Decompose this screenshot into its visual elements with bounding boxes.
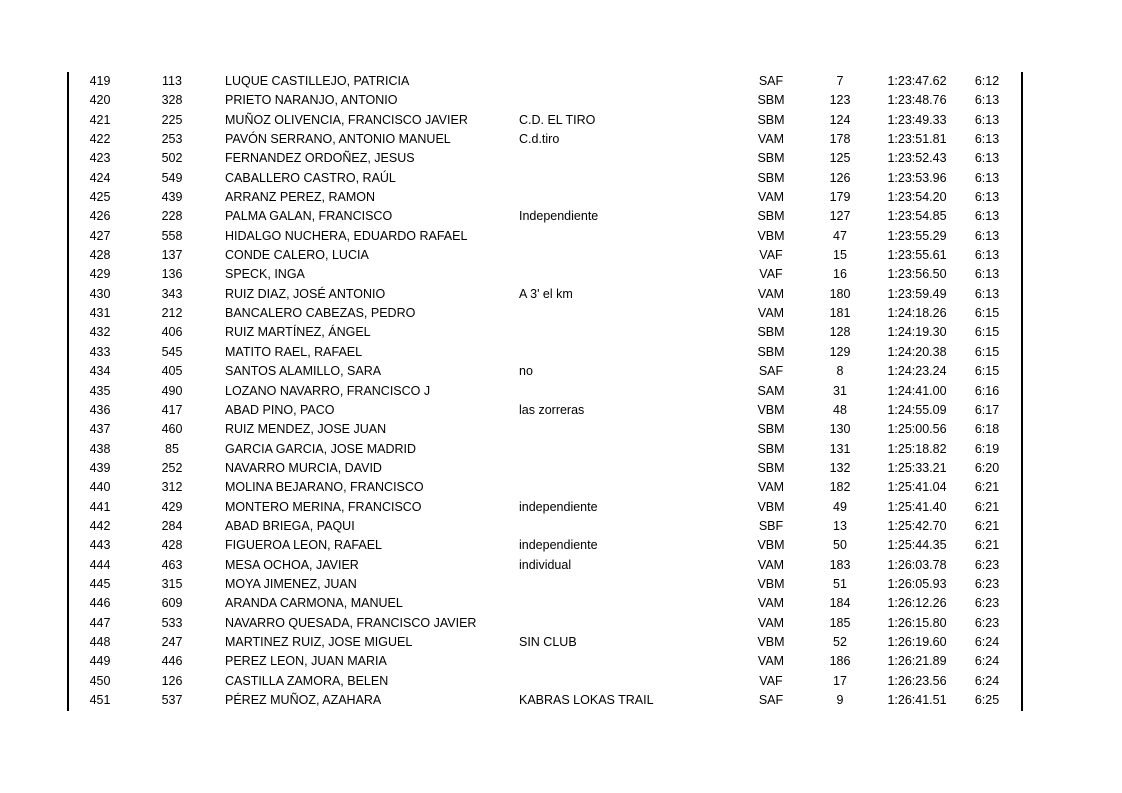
table-row <box>69 652 1021 671</box>
finish-time: 1:25:18.82 <box>887 441 947 456</box>
finish-time: 1:25:41.04 <box>887 480 947 495</box>
overall-position: 435 <box>89 383 111 398</box>
finish-time: 1:24:23.24 <box>887 364 947 379</box>
table-row <box>69 304 1021 323</box>
runner-name: PALMA GALAN, FRANCISCO <box>225 209 393 224</box>
pace: 6:21 <box>974 518 1000 533</box>
overall-position: 430 <box>89 286 111 301</box>
category: SBM <box>757 460 785 475</box>
pace: 6:13 <box>974 228 1000 243</box>
overall-position: 447 <box>89 615 111 630</box>
category: SAF <box>758 693 784 707</box>
category-position: 47 <box>833 228 847 243</box>
pace: 6:23 <box>974 576 1000 591</box>
category: VAM <box>757 286 785 301</box>
pace: 6:21 <box>974 499 1000 514</box>
runner-name: LUQUE CASTILLEJO, PATRICIA <box>225 74 410 88</box>
table-row <box>69 575 1021 594</box>
pace: 6:13 <box>974 190 1000 205</box>
category-position: 178 <box>829 132 851 147</box>
bib-number: 252 <box>161 460 183 475</box>
table-row <box>69 556 1021 575</box>
bib-number: 343 <box>161 286 183 301</box>
overall-position: 448 <box>89 634 111 649</box>
table-row <box>69 614 1021 633</box>
overall-position: 445 <box>89 576 111 591</box>
runner-name: MATITO RAEL, RAFAEL <box>225 344 363 359</box>
category-position: 131 <box>829 441 851 456</box>
bib-number: 406 <box>161 325 183 340</box>
bib-number: 284 <box>161 518 183 533</box>
category-position: 31 <box>833 383 847 398</box>
finish-time: 1:25:33.21 <box>887 460 947 475</box>
category-position: 128 <box>829 325 851 340</box>
overall-position: 432 <box>89 325 111 340</box>
category-position: 181 <box>829 306 851 321</box>
bib-number: 225 <box>161 112 183 127</box>
finish-time: 1:26:21.89 <box>887 654 947 669</box>
category: SBM <box>757 112 785 127</box>
finish-time: 1:23:52.43 <box>887 151 947 166</box>
category-position: 16 <box>833 267 847 282</box>
club-name: individual <box>519 557 572 572</box>
pace: 6:13 <box>974 151 1000 166</box>
category-position: 13 <box>833 518 847 533</box>
overall-position: 427 <box>89 228 111 243</box>
runner-name: ARANDA CARMONA, MANUEL <box>225 596 403 611</box>
overall-position: 444 <box>89 557 111 572</box>
bib-number: 439 <box>161 190 183 205</box>
overall-position: 438 <box>89 441 111 456</box>
category: VBM <box>757 228 785 243</box>
category: SBM <box>757 151 785 166</box>
finish-time: 1:25:44.35 <box>887 538 947 553</box>
table-row <box>69 149 1021 168</box>
category: SBM <box>757 441 785 456</box>
overall-position: 442 <box>89 518 111 533</box>
overall-position: 437 <box>89 422 111 437</box>
runner-name: PEREZ LEON, JUAN MARIA <box>225 654 387 669</box>
pace: 6:25 <box>974 693 1000 707</box>
overall-position: 451 <box>89 693 111 707</box>
bib-number: 247 <box>161 634 183 649</box>
category-position: 184 <box>829 596 851 611</box>
finish-time: 1:26:03.78 <box>887 557 947 572</box>
pace: 6:21 <box>974 480 1000 495</box>
category-position: 130 <box>829 422 851 437</box>
category: VAF <box>759 248 783 263</box>
category: VBM <box>757 538 785 553</box>
table-right-border <box>1021 72 1023 711</box>
finish-time: 1:23:55.61 <box>887 248 947 263</box>
runner-name: ABAD PINO, PACO <box>225 402 335 417</box>
finish-time: 1:23:48.76 <box>887 93 947 108</box>
bib-number: 312 <box>161 480 183 495</box>
table-row <box>69 672 1021 691</box>
runner-name: PAVÓN SERRANO, ANTONIO MANUEL <box>225 132 451 147</box>
overall-position: 450 <box>89 673 111 688</box>
bib-number: 558 <box>161 228 183 243</box>
finish-time: 1:23:54.85 <box>887 209 947 224</box>
finish-time: 1:25:41.40 <box>887 499 947 514</box>
table-row <box>69 478 1021 497</box>
finish-time: 1:26:12.26 <box>887 596 947 611</box>
club-name: independiente <box>519 499 598 514</box>
category-position: 125 <box>829 151 851 166</box>
runner-name: NAVARRO MURCIA, DAVID <box>225 460 382 475</box>
table-row <box>69 169 1021 188</box>
category-position: 15 <box>833 248 847 263</box>
finish-time: 1:24:41.00 <box>887 383 947 398</box>
bib-number: 253 <box>161 132 183 147</box>
category-position: 123 <box>829 93 851 108</box>
bib-number: 315 <box>161 576 183 591</box>
runner-name: PRIETO NARANJO, ANTONIO <box>225 93 398 108</box>
club-name: A 3' el km <box>519 286 573 301</box>
pace: 6:13 <box>974 267 1000 282</box>
club-name: independiente <box>519 538 598 553</box>
bib-number: 428 <box>161 538 183 553</box>
runner-name: RUIZ MARTÍNEZ, ÁNGEL <box>225 325 371 340</box>
runner-name: FIGUEROA LEON, RAFAEL <box>225 538 382 553</box>
finish-time: 1:26:05.93 <box>887 576 947 591</box>
runner-name: RUIZ DIAZ, JOSÉ ANTONIO <box>225 286 386 301</box>
finish-time: 1:23:47.62 <box>887 74 947 88</box>
finish-time: 1:23:49.33 <box>887 112 947 127</box>
overall-position: 424 <box>89 170 111 185</box>
runner-name: SPECK, INGA <box>225 267 305 282</box>
overall-position: 428 <box>89 248 111 263</box>
category-position: 182 <box>829 480 851 495</box>
category: VBM <box>757 402 785 417</box>
bib-number: 460 <box>161 422 183 437</box>
overall-position: 449 <box>89 654 111 669</box>
finish-time: 1:24:20.38 <box>887 344 947 359</box>
category-position: 124 <box>829 112 851 127</box>
overall-position: 441 <box>89 499 111 514</box>
bib-number: 405 <box>161 364 183 379</box>
bib-number: 417 <box>161 402 183 417</box>
table-row <box>69 323 1021 342</box>
runner-name: ARRANZ PEREZ, RAMON <box>225 190 376 205</box>
table-row <box>69 633 1021 652</box>
pace: 6:13 <box>974 170 1000 185</box>
bib-number: 429 <box>161 499 183 514</box>
overall-position: 436 <box>89 402 111 417</box>
club-name: no <box>519 364 533 379</box>
category-position: 17 <box>833 673 847 688</box>
category-position: 127 <box>829 209 851 224</box>
runner-name: MONTERO MERINA, FRANCISCO <box>225 499 422 514</box>
category: SBM <box>757 422 785 437</box>
category: VAM <box>757 190 785 205</box>
results-table <box>69 72 1021 710</box>
bib-number: 502 <box>161 151 183 166</box>
table-row <box>69 227 1021 246</box>
category: SBM <box>757 170 785 185</box>
table-row <box>69 91 1021 110</box>
table-row <box>69 498 1021 517</box>
category: VAM <box>757 480 785 495</box>
finish-time: 1:25:42.70 <box>887 518 947 533</box>
category: VAF <box>759 673 783 688</box>
overall-position: 429 <box>89 267 111 282</box>
bib-number: 463 <box>161 557 183 572</box>
category: SBF <box>758 518 784 533</box>
table-row <box>69 130 1021 149</box>
runner-name: FERNANDEZ ORDOÑEZ, JESUS <box>225 151 415 166</box>
category-position: 132 <box>829 460 851 475</box>
overall-position: 439 <box>89 460 111 475</box>
club-name: las zorreras <box>519 402 585 417</box>
finish-time: 1:23:51.81 <box>887 132 947 147</box>
category: VAM <box>757 306 785 321</box>
table-row <box>69 691 1021 710</box>
club-name: C.d.tiro <box>519 132 560 147</box>
table-row <box>69 188 1021 207</box>
finish-time: 1:26:19.60 <box>887 634 947 649</box>
pace: 6:13 <box>974 112 1000 127</box>
bib-number: 136 <box>161 267 183 282</box>
finish-time: 1:23:59.49 <box>887 286 947 301</box>
finish-time: 1:26:23.56 <box>887 673 947 688</box>
category: VAF <box>759 267 783 282</box>
category: SAM <box>757 383 785 398</box>
club-name: Independiente <box>519 209 599 224</box>
club-name: SIN CLUB <box>519 634 577 649</box>
category-position: 9 <box>836 693 844 707</box>
category: VBM <box>757 499 785 514</box>
overall-position: 421 <box>89 112 111 127</box>
runner-name: CASTILLA ZAMORA, BELEN <box>225 673 389 688</box>
finish-time: 1:24:55.09 <box>887 402 947 417</box>
table-row <box>69 207 1021 226</box>
category: VAM <box>757 615 785 630</box>
category: SAF <box>758 74 784 88</box>
bib-number: 446 <box>161 654 183 669</box>
table-row <box>69 285 1021 304</box>
pace: 6:20 <box>974 460 1000 475</box>
runner-name: RUIZ MENDEZ, JOSE JUAN <box>225 422 387 437</box>
pace: 6:19 <box>974 441 1000 456</box>
category-position: 183 <box>829 557 851 572</box>
pace: 6:13 <box>974 132 1000 147</box>
table-row <box>69 440 1021 459</box>
runner-name: GARCIA GARCIA, JOSE MADRID <box>225 441 417 456</box>
category-position: 7 <box>836 74 844 88</box>
pace: 6:23 <box>974 557 1000 572</box>
overall-position: 426 <box>89 209 111 224</box>
category: VAM <box>757 596 785 611</box>
table-row <box>69 401 1021 420</box>
pace: 6:15 <box>974 325 1000 340</box>
category: VAM <box>757 132 785 147</box>
runner-name: MESA OCHOA, JAVIER <box>225 557 359 572</box>
table-row <box>69 594 1021 613</box>
category-position: 48 <box>833 402 847 417</box>
category: VBM <box>757 576 785 591</box>
pace: 6:23 <box>974 596 1000 611</box>
bib-number: 228 <box>161 209 183 224</box>
category: SBM <box>757 344 785 359</box>
bib-number: 545 <box>161 344 183 359</box>
pace: 6:24 <box>974 654 1000 669</box>
pace: 6:13 <box>974 209 1000 224</box>
category-position: 49 <box>833 499 847 514</box>
bib-number: 328 <box>161 93 183 108</box>
overall-position: 440 <box>89 480 111 495</box>
finish-time: 1:24:19.30 <box>887 325 947 340</box>
category-position: 8 <box>836 364 844 379</box>
finish-time: 1:23:55.29 <box>887 228 947 243</box>
runner-name: CABALLERO CASTRO, RAÚL <box>225 170 396 185</box>
category-position: 51 <box>833 576 847 591</box>
overall-position: 446 <box>89 596 111 611</box>
runner-name: HIDALGO NUCHERA, EDUARDO RAFAEL <box>225 228 468 243</box>
bib-number: 490 <box>161 383 183 398</box>
category-position: 129 <box>829 344 851 359</box>
finish-time: 1:23:53.96 <box>887 170 947 185</box>
bib-number: 533 <box>161 615 183 630</box>
category: VAM <box>757 557 785 572</box>
runner-name: MOLINA BEJARANO, FRANCISCO <box>225 480 424 495</box>
category-position: 180 <box>829 286 851 301</box>
overall-position: 420 <box>89 93 111 108</box>
runner-name: CONDE CALERO, LUCIA <box>225 248 369 263</box>
overall-position: 419 <box>89 74 111 88</box>
runner-name: ABAD BRIEGA, PAQUI <box>225 518 355 533</box>
finish-time: 1:24:18.26 <box>887 306 947 321</box>
runner-name: MARTINEZ RUIZ, JOSE MIGUEL <box>225 634 413 649</box>
runner-name: PÉREZ MUÑOZ, AZAHARA <box>225 693 382 707</box>
category: SAF <box>758 364 784 379</box>
overall-position: 434 <box>89 364 111 379</box>
bib-number: 609 <box>161 596 183 611</box>
table-row <box>69 72 1021 91</box>
finish-time: 1:25:00.56 <box>887 422 947 437</box>
table-row <box>69 420 1021 439</box>
pace: 6:12 <box>974 74 1000 88</box>
finish-time: 1:26:41.51 <box>887 693 947 707</box>
category-position: 50 <box>833 538 847 553</box>
finish-time: 1:26:15.80 <box>887 615 947 630</box>
pace: 6:13 <box>974 93 1000 108</box>
bib-number: 212 <box>161 306 183 321</box>
category: VBM <box>757 634 785 649</box>
pace: 6:17 <box>974 402 1000 417</box>
pace: 6:21 <box>974 538 1000 553</box>
overall-position: 433 <box>89 344 111 359</box>
pace: 6:15 <box>974 306 1000 321</box>
bib-number: 537 <box>161 693 183 707</box>
pace: 6:24 <box>974 673 1000 688</box>
pace: 6:18 <box>974 422 1000 437</box>
table-row <box>69 517 1021 536</box>
pace: 6:24 <box>974 634 1000 649</box>
runner-name: BANCALERO CABEZAS, PEDRO <box>225 306 416 321</box>
category: SBM <box>757 209 785 224</box>
table-row <box>69 111 1021 130</box>
runner-name: MUÑOZ OLIVENCIA, FRANCISCO JAVIER <box>225 112 468 127</box>
table-row <box>69 459 1021 478</box>
pace: 6:16 <box>974 383 1000 398</box>
table-row <box>69 343 1021 362</box>
table-row <box>69 362 1021 381</box>
club-name: KABRAS LOKAS TRAIL <box>519 693 654 707</box>
runner-name: SANTOS ALAMILLO, SARA <box>225 364 382 379</box>
table-row <box>69 536 1021 555</box>
table-row <box>69 382 1021 401</box>
bib-number: 85 <box>165 441 179 456</box>
finish-time: 1:23:54.20 <box>887 190 947 205</box>
overall-position: 425 <box>89 190 111 205</box>
table-row <box>69 246 1021 265</box>
category: SBM <box>757 325 785 340</box>
category-position: 186 <box>829 654 851 669</box>
pace: 6:23 <box>974 615 1000 630</box>
category-position: 179 <box>829 190 851 205</box>
overall-position: 422 <box>89 132 111 147</box>
pace: 6:13 <box>974 286 1000 301</box>
table-row <box>69 265 1021 284</box>
runner-name: NAVARRO QUESADA, FRANCISCO JAVIER <box>225 615 477 630</box>
runner-name: LOZANO NAVARRO, FRANCISCO J <box>225 383 431 398</box>
runner-name: MOYA JIMENEZ, JUAN <box>225 576 357 591</box>
bib-number: 113 <box>162 74 182 88</box>
category: SBM <box>757 93 785 108</box>
overall-position: 423 <box>89 151 111 166</box>
pace: 6:15 <box>974 344 1000 359</box>
club-name: C.D. EL TIRO <box>519 112 596 127</box>
category-position: 185 <box>829 615 851 630</box>
bib-number: 137 <box>161 248 183 263</box>
pace: 6:13 <box>974 248 1000 263</box>
pace: 6:15 <box>974 364 1000 379</box>
finish-time: 1:23:56.50 <box>887 267 947 282</box>
bib-number: 126 <box>161 673 183 688</box>
category-position: 126 <box>829 170 851 185</box>
overall-position: 431 <box>89 306 111 321</box>
category-position: 52 <box>833 634 847 649</box>
category: VAM <box>757 654 785 669</box>
bib-number: 549 <box>161 170 183 185</box>
overall-position: 443 <box>89 538 111 553</box>
